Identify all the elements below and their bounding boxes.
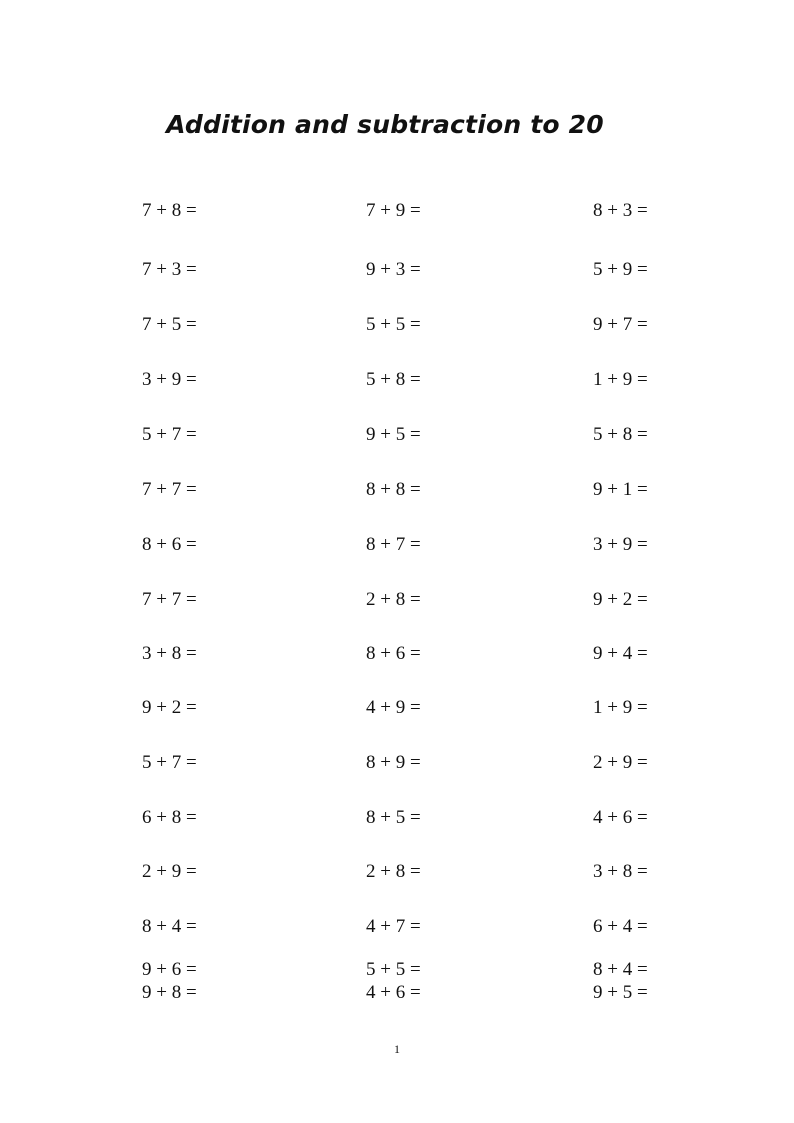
math-problem: 8 + 6 = xyxy=(366,643,421,664)
math-problem: 7 + 3 = xyxy=(142,259,197,280)
math-problem: 9 + 3 = xyxy=(366,259,421,280)
math-problem: 9 + 8 = xyxy=(142,982,197,1003)
math-problem: 3 + 8 = xyxy=(593,861,648,882)
math-problem: 2 + 9 = xyxy=(142,861,197,882)
math-problem: 2 + 8 = xyxy=(366,589,421,610)
math-problem: 8 + 3 = xyxy=(593,200,648,221)
math-problem: 7 + 7 = xyxy=(142,589,197,610)
math-problem: 3 + 9 = xyxy=(142,369,197,390)
math-problem: 9 + 6 = xyxy=(142,959,197,980)
math-problem: 9 + 5 = xyxy=(593,982,648,1003)
math-problem: 4 + 6 = xyxy=(366,982,421,1003)
math-problem: 5 + 9 = xyxy=(593,259,648,280)
math-problem: 4 + 7 = xyxy=(366,916,421,937)
math-problem: 8 + 7 = xyxy=(366,534,421,555)
math-problem: 7 + 9 = xyxy=(366,200,421,221)
math-problem: 2 + 8 = xyxy=(366,861,421,882)
math-problem: 8 + 8 = xyxy=(366,479,421,500)
math-problem: 9 + 7 = xyxy=(593,314,648,335)
math-problem: 5 + 5 = xyxy=(366,314,421,335)
math-problem: 9 + 5 = xyxy=(366,424,421,445)
math-problem: 9 + 1 = xyxy=(593,479,648,500)
math-problem: 1 + 9 = xyxy=(593,369,648,390)
math-problem: 5 + 7 = xyxy=(142,424,197,445)
math-problem: 4 + 6 = xyxy=(593,807,648,828)
math-problem: 7 + 8 = xyxy=(142,200,197,221)
math-problem: 9 + 2 = xyxy=(593,589,648,610)
math-problem: 2 + 9 = xyxy=(593,752,648,773)
math-problem: 8 + 5 = xyxy=(366,807,421,828)
math-problem: 9 + 2 = xyxy=(142,697,197,718)
math-problem: 3 + 8 = xyxy=(142,643,197,664)
math-problem: 7 + 5 = xyxy=(142,314,197,335)
math-problem: 1 + 9 = xyxy=(593,697,648,718)
math-problem: 3 + 9 = xyxy=(593,534,648,555)
math-problem: 5 + 8 = xyxy=(366,369,421,390)
page-number: 1 xyxy=(394,1042,400,1056)
math-problem: 5 + 7 = xyxy=(142,752,197,773)
math-problem: 6 + 4 = xyxy=(593,916,648,937)
math-problem: 5 + 5 = xyxy=(366,959,421,980)
math-problem: 7 + 7 = xyxy=(142,479,197,500)
math-problem: 8 + 6 = xyxy=(142,534,197,555)
math-problem: 8 + 4 = xyxy=(593,959,648,980)
math-problem: 9 + 4 = xyxy=(593,643,648,664)
math-problem: 4 + 9 = xyxy=(366,697,421,718)
math-problem: 8 + 9 = xyxy=(366,752,421,773)
page-title: Addition and subtraction to 20 xyxy=(166,110,604,139)
math-problem: 5 + 8 = xyxy=(593,424,648,445)
math-problem: 6 + 8 = xyxy=(142,807,197,828)
math-problem: 8 + 4 = xyxy=(142,916,197,937)
